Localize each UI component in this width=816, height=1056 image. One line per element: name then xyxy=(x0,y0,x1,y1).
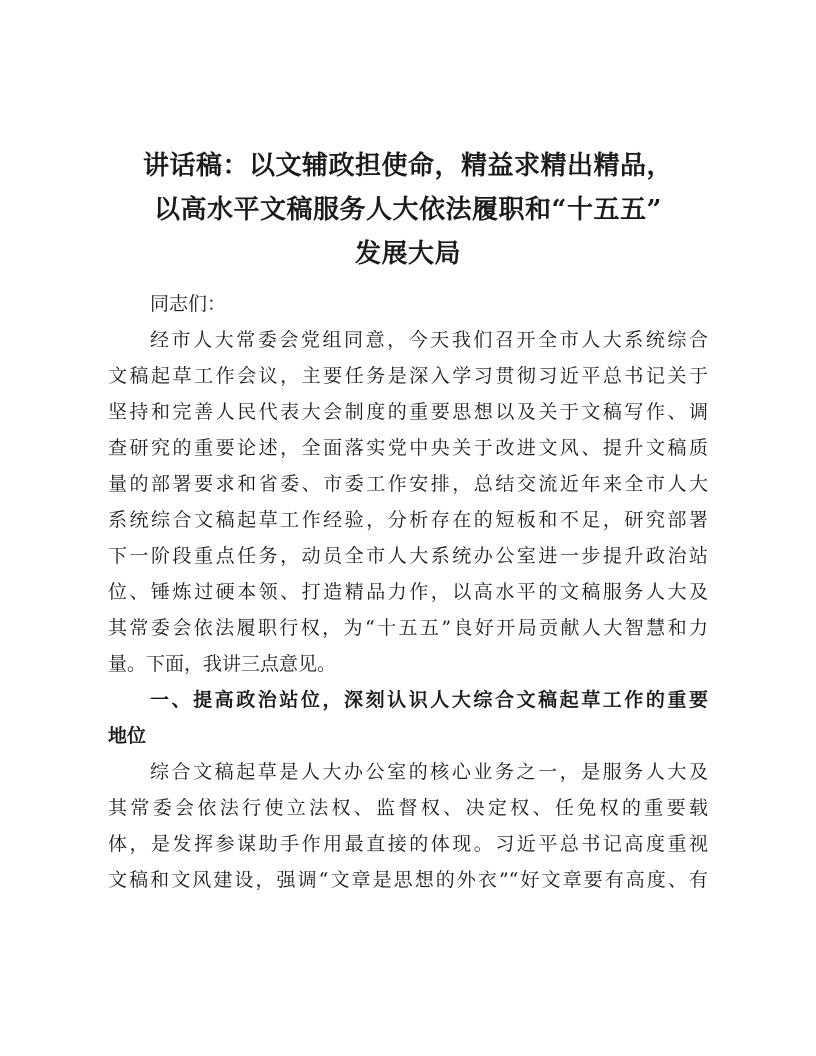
heading-line: 地位 xyxy=(108,725,147,747)
paragraph-line: 其常委会依法行使立法权、监督权、决定权、任免权的重要载 xyxy=(108,797,708,819)
paragraph-opening xyxy=(108,322,708,682)
document-body xyxy=(108,286,708,898)
paragraph-line: 其常委会依法履职行权，为“十五五”良好开局贡献人大智慧和力 xyxy=(108,617,708,639)
paragraph-line: 经市人大常委会党组同意，今天我们召开全市人大系统综合 xyxy=(150,329,708,351)
paragraph-line: 量。下面，我讲三点意见。 xyxy=(108,653,337,675)
title-line-1: 讲话稿：以文辅政担使命，精益求精出精品， xyxy=(142,151,673,181)
paragraph-line: 综合文稿起草是人大办公室的核心业务之一，是服务人大及 xyxy=(150,761,708,783)
section-heading-1 xyxy=(108,682,708,754)
title-line-2: 以高水平文稿服务人大依法履职和“十五五” xyxy=(154,195,662,225)
paragraph-line: 系统综合文稿起草工作经验，分析存在的短板和不足，研究部署 xyxy=(108,509,708,531)
heading-line: 一、提高政治站位，深刻认识人大综合文稿起草工作的重要 xyxy=(150,689,708,711)
paragraph-section-1 xyxy=(108,754,708,898)
paragraph-line: 体，是发挥参谋助手作用最直接的体现。习近平总书记高度重视 xyxy=(108,833,708,855)
title-line-3: 发展大局 xyxy=(354,239,461,269)
paragraph-line: 文稿起草工作会议，主要任务是深入学习贯彻习近平总书记关于 xyxy=(108,365,708,387)
paragraph-line: 文稿和文风建设，强调“文章是思想的外衣”“好文章要有高度、有 xyxy=(108,869,708,891)
salutation: 同志们： xyxy=(150,293,227,315)
paragraph-line: 坚持和完善人民代表大会制度的重要思想以及关于文稿写作、调 xyxy=(108,401,708,423)
paragraph-line: 下一阶段重点任务，动员全市人大系统办公室进一步提升政治站 xyxy=(108,545,708,567)
paragraph-line: 位、锤炼过硬本领、打造精品力作，以高水平的文稿服务人大及 xyxy=(108,581,708,603)
paragraph-line: 查研究的重要论述，全面落实党中央关于改进文风、提升文稿质 xyxy=(108,437,708,459)
paragraph-line: 量的部署要求和省委、市委工作安排，总结交流近年来全市人大 xyxy=(108,473,708,495)
document-title xyxy=(100,144,716,276)
